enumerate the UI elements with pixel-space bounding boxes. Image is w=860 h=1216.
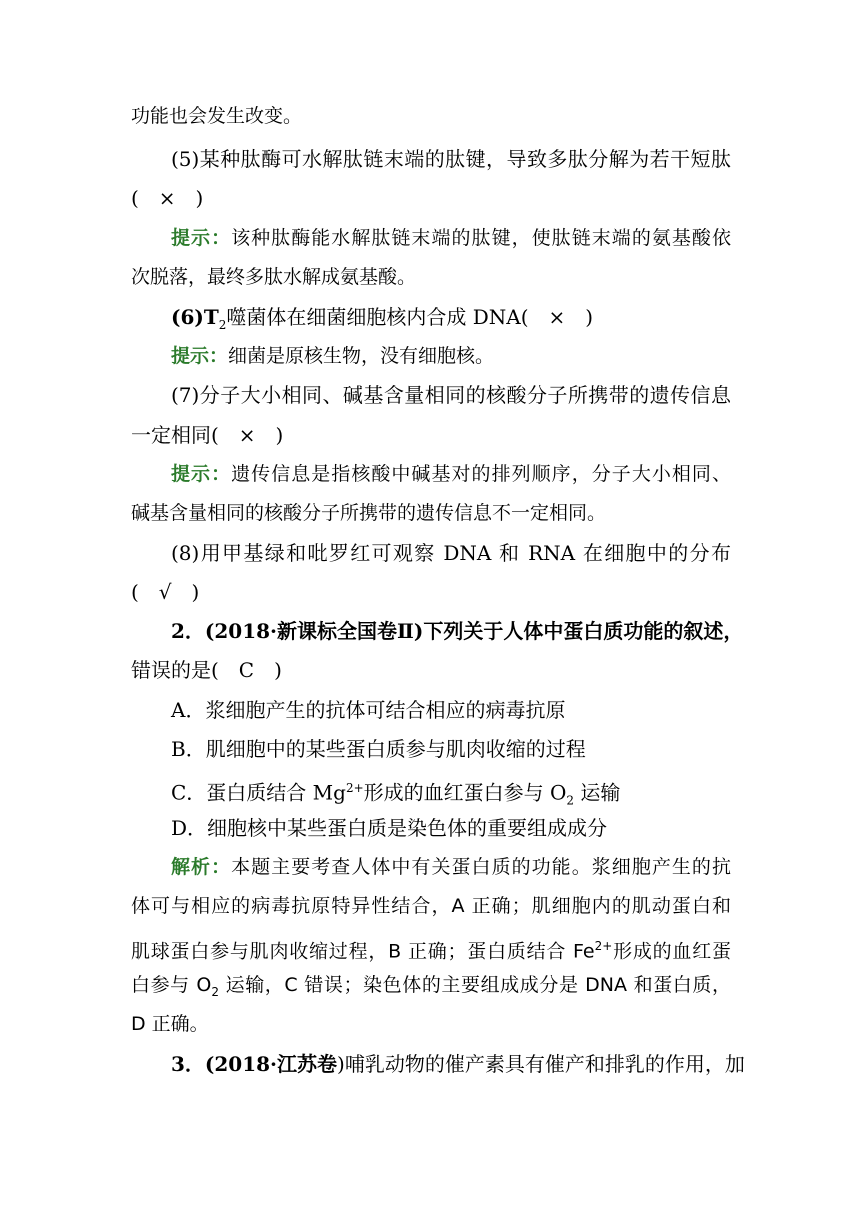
answer-mark-5: ( × ) (131, 186, 204, 210)
subscript: 2 (566, 793, 575, 808)
statement-6-text: 噬菌体在细菌细胞核内合成 DNA( × ) (226, 305, 594, 329)
analysis (171, 853, 731, 881)
statement-7-cont: 一定相同( × ) (131, 423, 284, 447)
hint-label: 提示： (171, 345, 229, 367)
statement-8: (8)用甲基绿和吡罗红可观察 DNA 和 RNA 在细胞中的分布 (171, 541, 731, 565)
statement-6 (171, 303, 593, 339)
analysis-text: 肌球蛋白参与肌肉收缩过程，B 正确；蛋白质结合 Fe (131, 940, 595, 963)
option-b: B．肌细胞中的某些蛋白质参与肌肉收缩的过程 (171, 737, 586, 761)
question-3 (171, 1050, 745, 1078)
subscript: 2 (211, 984, 219, 999)
statement-7: (7)分子大小相同、碱基含量相同的核酸分子所携带的遗传信息 (171, 383, 731, 407)
hint-text: 该种肽酶能水解肽链末端的肽键，使肽链末端的氨基酸依 (231, 227, 731, 249)
superscript: 2+ (594, 939, 613, 953)
text-line: 功能也会发生改变。 (131, 105, 303, 127)
statement-5: (5)某种肽酶可水解肽链末端的肽键，导致多肽分解为若干短肽 (171, 147, 731, 171)
analysis-cont (131, 932, 731, 965)
hint-label: 提示： (171, 463, 232, 485)
analysis-cont: D 正确。 (131, 1013, 209, 1035)
subscript: 2 (218, 318, 227, 332)
question-source: 新课标全国卷Ⅱ (277, 619, 414, 643)
hint-7 (171, 460, 731, 488)
question-2 (171, 617, 744, 645)
question-stem: )下列关于人体中蛋白质功能的叙述， (413, 619, 744, 643)
superscript: 2+ (345, 781, 364, 795)
answer-mark-8: ( √ ) (131, 580, 200, 604)
option-a: A．浆细胞产生的抗体可结合相应的病毒抗原 (171, 698, 566, 722)
option-c-text: 运输 (574, 780, 621, 805)
analysis-cont (131, 971, 731, 1006)
analysis-text: 白参与 O (131, 974, 212, 996)
question-number: 2．(2018· (171, 619, 278, 643)
analysis-label: 解析： (171, 856, 232, 878)
analysis-text: 本题主要考查人体中有关蛋白质的功能。浆细胞产生的抗 (231, 856, 731, 878)
option-c-text: C．蛋白质结合 Mg (171, 780, 346, 805)
hint-5-cont: 次脱落，最终多肽水解成氨基酸。 (131, 266, 417, 288)
option-c-text: 形成的血红蛋白参与 O (363, 780, 567, 805)
question-source: 江苏卷 (277, 1052, 338, 1076)
question-stem: )哺乳动物的催产素具有催产和排乳的作用，加 (337, 1052, 745, 1076)
analysis-text: 运输，C 错误；染色体的主要组成成分是 DNA 和蛋白质， (219, 974, 731, 996)
option-c (171, 774, 620, 815)
hint-5 (171, 224, 731, 252)
analysis-cont: 体可与相应的病毒抗原特异性结合，A 正确；肌细胞内的肌动蛋白和 (131, 895, 731, 917)
analysis-text: 形成的血红蛋 (612, 940, 731, 963)
question-2-cont: 错误的是( C ) (131, 658, 282, 682)
option-d: D．细胞核中某些蛋白质是染色体的重要组成成分 (171, 816, 608, 840)
hint-text: 遗传信息是指核酸中碱基对的排列顺序，分子大小相同、 (231, 463, 731, 485)
hint-7-cont: 碱基含量相同的核酸分子所携带的遗传信息不一定相同。 (131, 502, 607, 524)
hint-text: 细菌是原核生物，没有细胞核。 (228, 345, 495, 367)
hint-label: 提示： (171, 227, 232, 249)
question-number: 3．(2018· (171, 1052, 278, 1076)
hint-6 (171, 342, 494, 370)
statement-6-num: (6)T (171, 305, 219, 329)
